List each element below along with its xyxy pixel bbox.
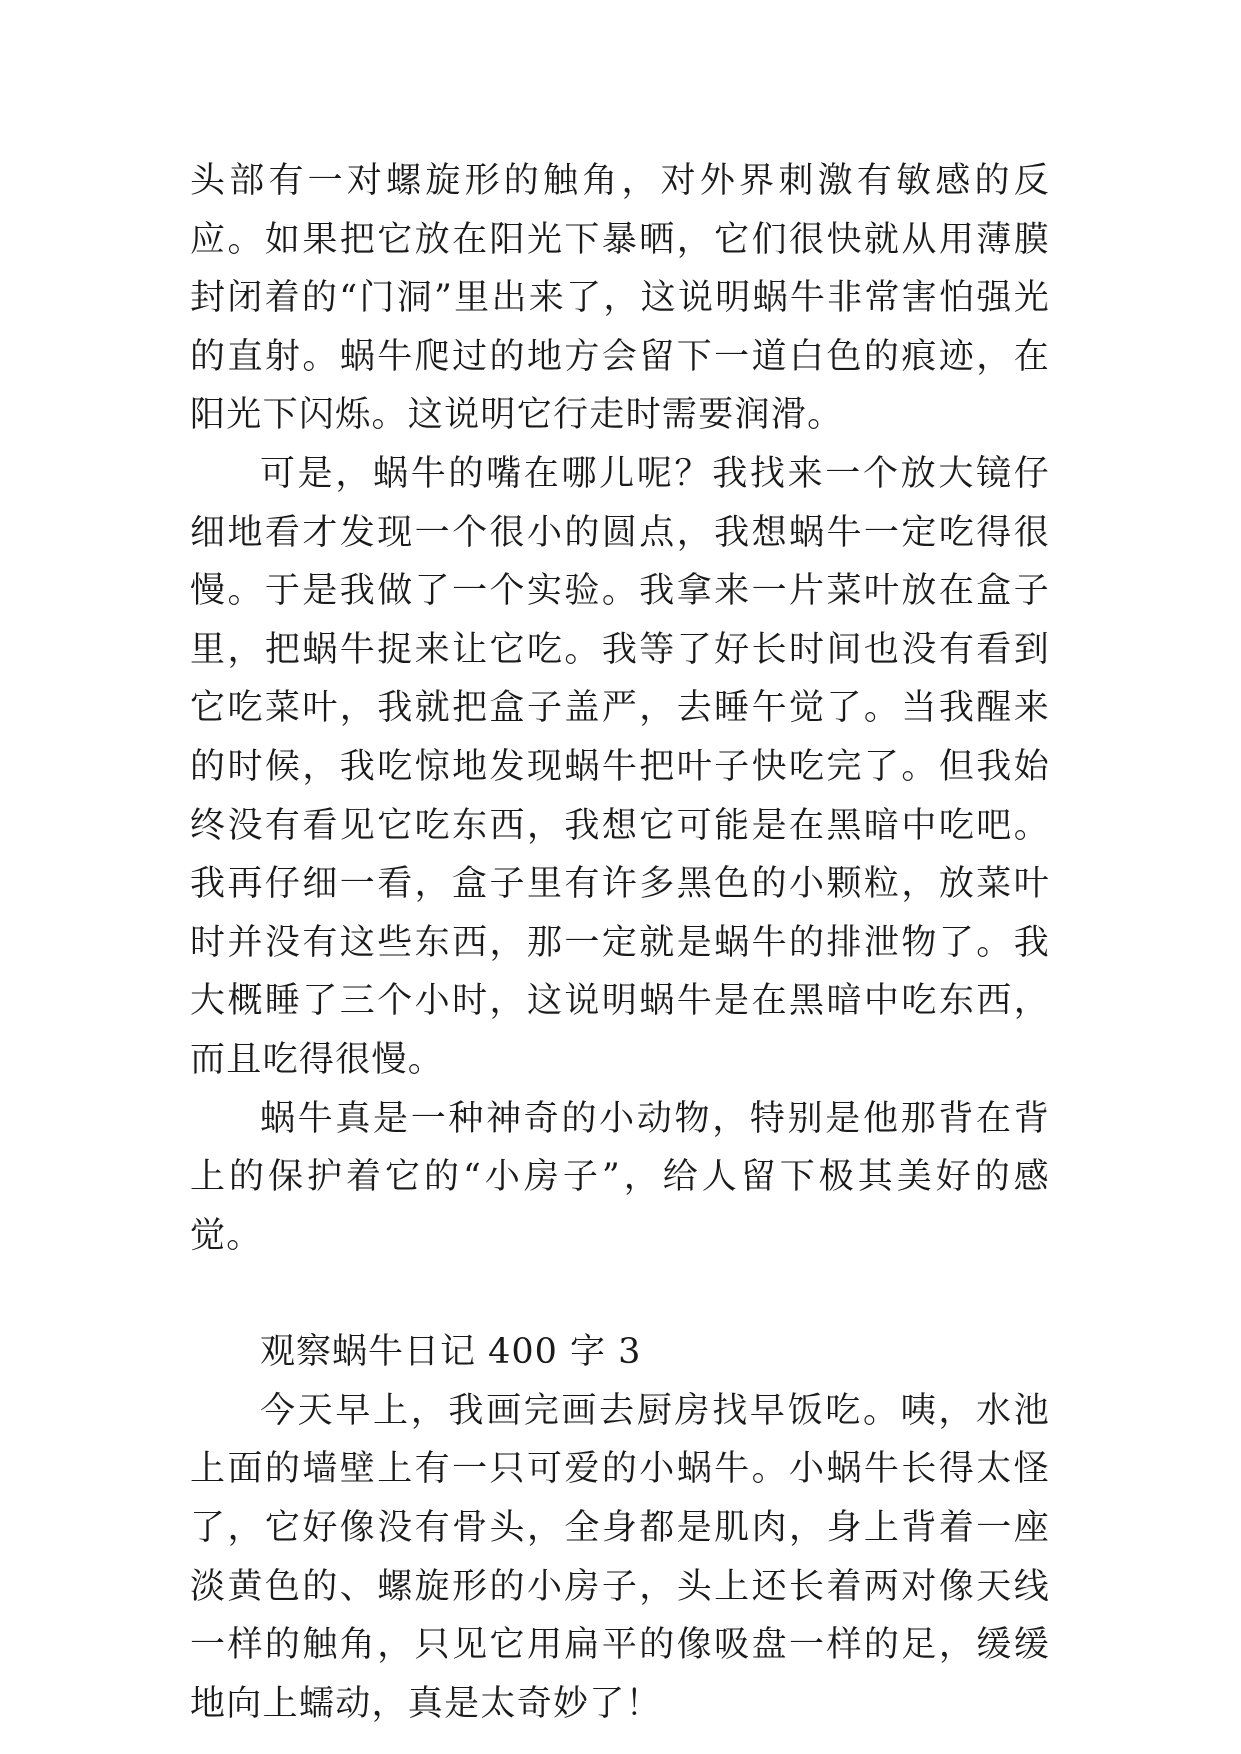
section-spacer bbox=[190, 1265, 1050, 1323]
section-paragraph-1: 今天早上，我画完画去厨房找早饭吃。咦，水池上面的墙壁上有一只可爱的小蜗牛。小蜗牛长得太怪了，它好像没有骨头，全身都是肌肉，身上背着一座淡黄色的、螺旋形的小房子，头上还长着两对像天线一样的触角，只见它用扁平的像吸盘一样的足，缓缓地向上蠕动，真是太奇妙了！ bbox=[190, 1390, 1050, 1724]
section-title: 观察蜗牛日记 400 字 3 bbox=[260, 1332, 642, 1373]
paragraph-1: 头部有一对螺旋形的触角，对外界刺激有敏感的反应。如果把它放在阳光下暴晒，它们很快就从用薄膜封闭着的“门洞”里出来了，这说明蜗牛非常害怕强光的直射。蜗牛爬过的地方会留下一道白色的痕迹，在阳光下闪烁。这说明它行走时需要润滑。 bbox=[190, 161, 1050, 436]
document-body bbox=[190, 152, 1050, 1733]
paragraph-2: 可是，蜗牛的嘴在哪儿呢？我找来一个放大镜仔细地看才发现一个很小的圆点，我想蜗牛一定吃得很慢。于是我做了一个实验。我拿来一片菜叶放在盒子里，把蜗牛捉来让它吃。我等了好长时间也没有看到它吃菜叶，我就把盒子盖严，去睡午觉了。当我醒来的时候，我吃惊地发现蜗牛把叶子快吃完了。但我始终没有看见它吃东西，我想它可能是在黑暗中吃吧。我再仔细一看，盒子里有许多黑色的小颗粒，放菜叶时并没有这些东西，那一定就是蜗牛的排泄物了。我大概睡了三个小时，这说明蜗牛是在黑暗中吃东西，而且吃得很慢。 bbox=[190, 453, 1050, 1080]
paragraph-3: 蜗牛真是一种神奇的小动物，特别是他那背在背上的保护着它的“小房子”，给人留下极其美好的感觉。 bbox=[190, 1098, 1050, 1256]
